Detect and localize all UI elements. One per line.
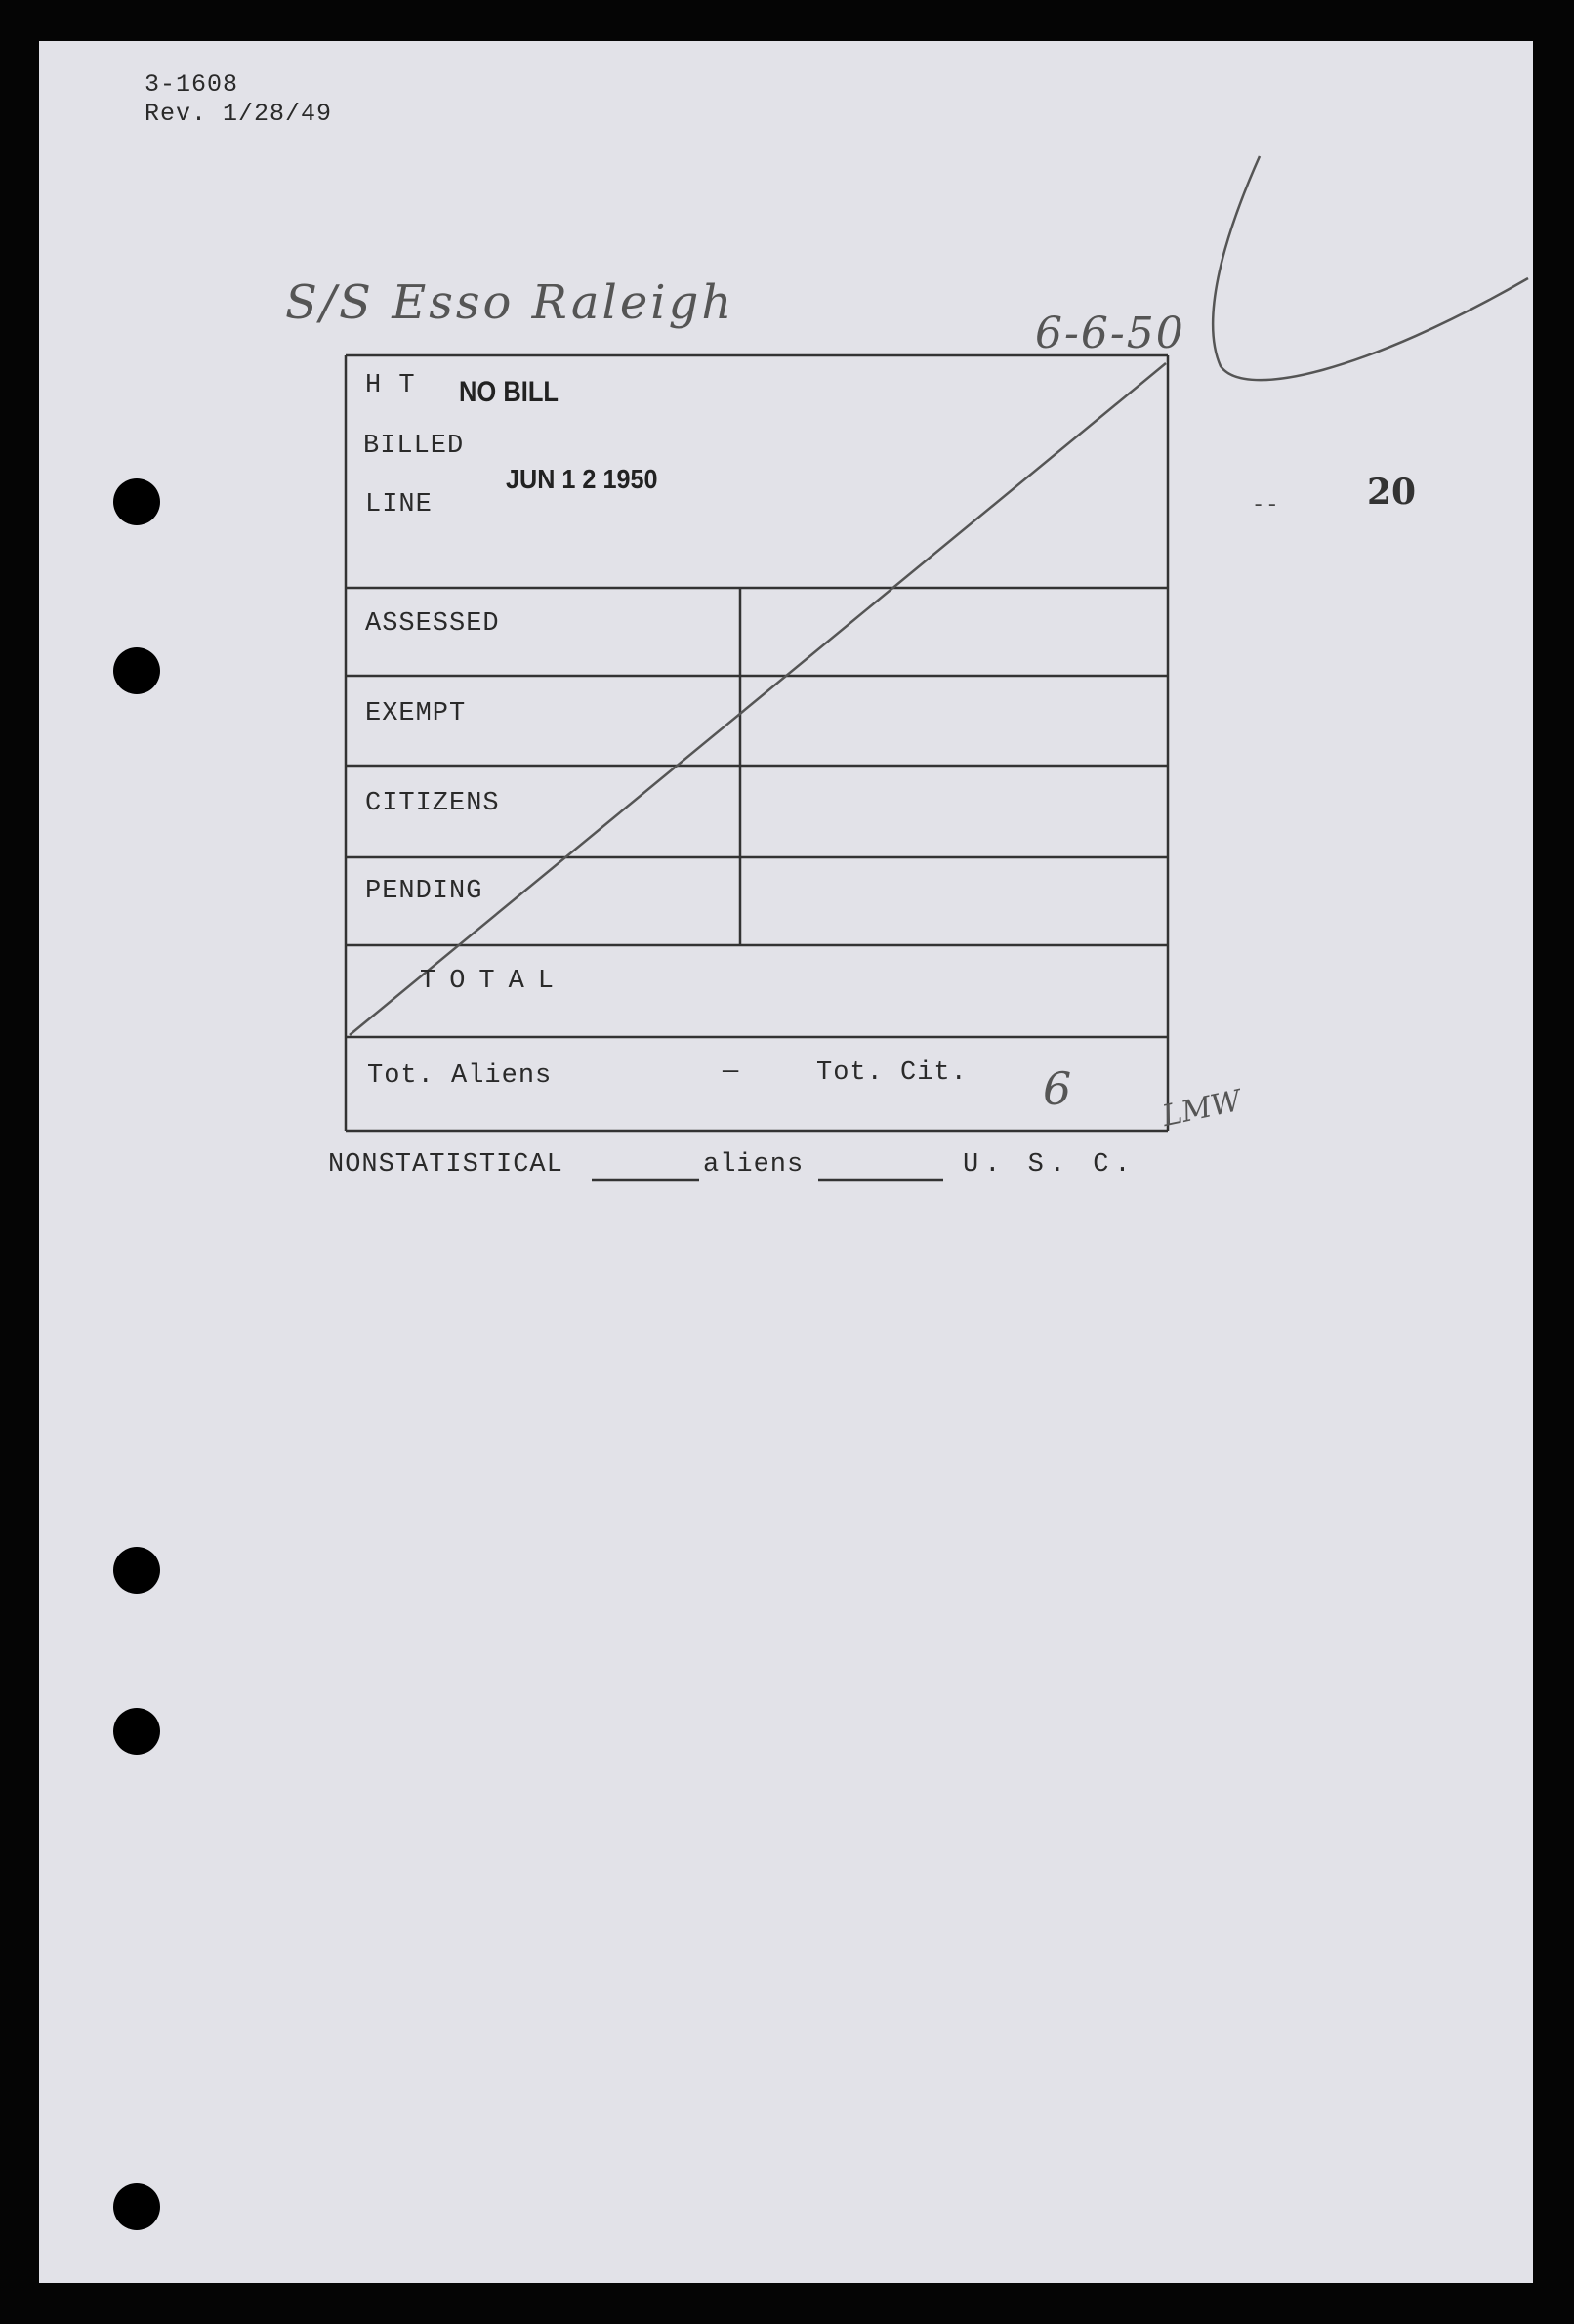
label-ht: H T [365,371,416,400]
label-pending: PENDING [365,877,483,906]
date-stamp: JUN 1 2 1950 [506,464,658,494]
form-revision: Rev. 1/28/49 [145,100,333,128]
label-exempt: EXEMPT [365,699,467,728]
initials-signature: LMW [1159,1083,1245,1135]
label-citizens: CITIZENS [365,789,500,818]
strike-line [350,363,1166,1035]
label-assessed: ASSESSED [365,609,500,639]
page-marker: -- [1252,493,1280,518]
label-usc: U. S. C. [963,1150,1137,1180]
tot-cit-value: 6 [1043,1062,1072,1115]
handwritten-date: 6-6-50 [1035,309,1185,358]
label-total: TOTAL [420,967,568,996]
vessel-name: S/S Esso Raleigh [285,275,735,330]
tot-aliens-dash: — [723,1058,740,1087]
page-number: 20 [1367,472,1417,513]
pen-curve [1213,156,1528,380]
label-nonstatistical: NONSTATISTICAL [328,1150,563,1180]
label-aliens: aliens [703,1150,805,1180]
label-tot-cit: Tot. Cit. [816,1058,968,1088]
no-bill-stamp: NO BILL [459,376,559,408]
form-number: 3-1608 [145,70,239,99]
label-line: LINE [365,490,433,519]
label-tot-aliens: Tot. Aliens [367,1061,553,1091]
label-billed: BILLED [363,432,465,461]
